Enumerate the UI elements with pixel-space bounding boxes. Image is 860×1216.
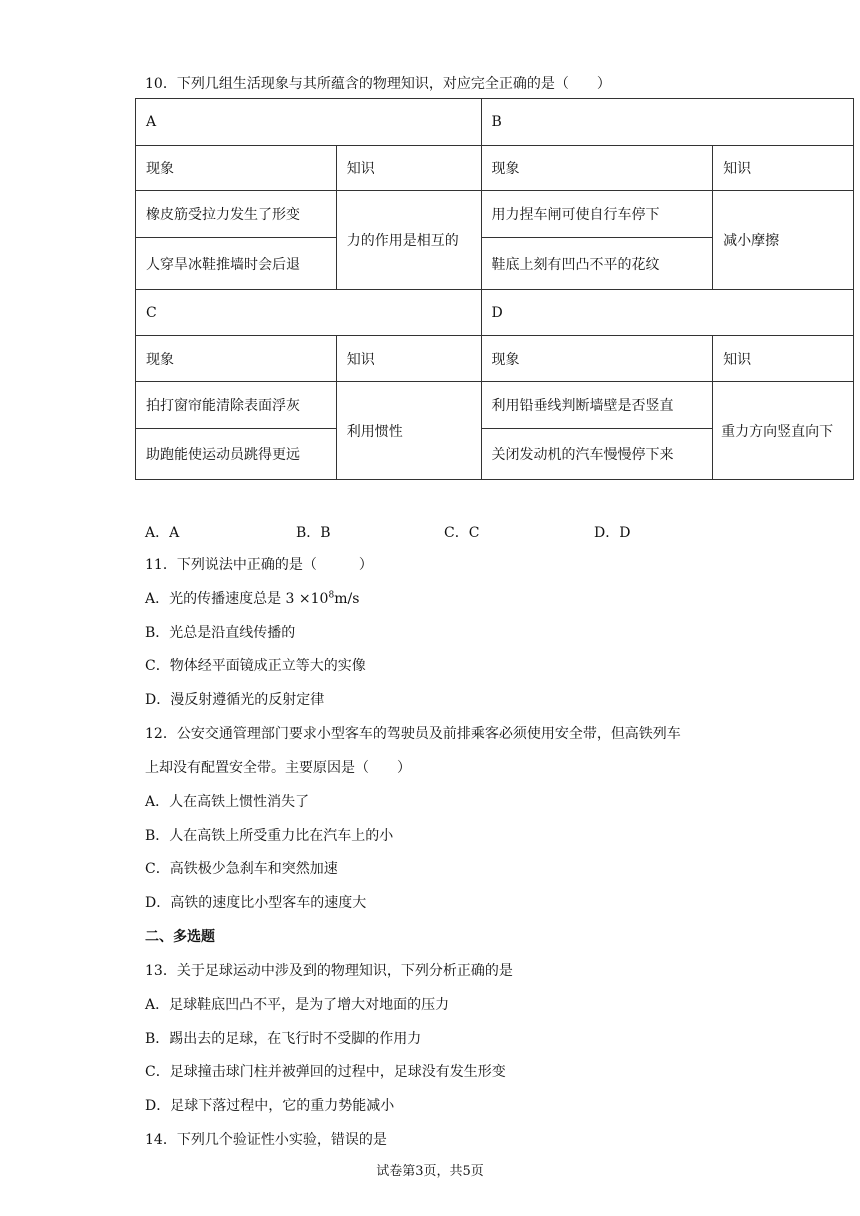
question-11-stem: 11．下列说法中正确的是（ ）	[145, 557, 373, 573]
block-d-knowledge: 重力方向竖直向下	[713, 382, 854, 480]
block-c-knowledge: 利用惯性	[336, 382, 481, 480]
q13-option-b: B．踢出去的足球，在飞行时不受脚的作用力	[145, 1031, 422, 1047]
q12-option-d: D．高铁的速度比小型客车的速度大	[145, 895, 367, 911]
question-13-stem: 13．关于足球运动中涉及到的物理知识，下列分析正确的是	[145, 963, 513, 979]
q11-option-a	[145, 588, 359, 608]
block-c-head-knowledge: 知识	[336, 336, 481, 382]
block-a-knowledge: 力的作用是相互的	[336, 191, 481, 290]
block-b-phenomenon-2: 鞋底上刻有凹凸不平的花纹	[481, 238, 713, 290]
block-c-head-phenomenon: 现象	[136, 336, 337, 382]
block-c-label: C	[136, 290, 482, 336]
q13-option-c: C．足球撞击球门柱并被弹回的过程中，足球没有发生形变	[145, 1064, 506, 1080]
block-b-head-phenomenon: 现象	[481, 146, 713, 191]
q12-option-c: C．高铁极少急刹车和突然加速	[145, 861, 338, 877]
block-a-head-knowledge: 知识	[336, 146, 481, 191]
q11-option-a-unit: m/s	[334, 591, 360, 607]
q11-option-d: D．漫反射遵循光的反射定律	[145, 692, 325, 708]
block-a-head-phenomenon: 现象	[136, 146, 337, 191]
q12-option-a: A．人在高铁上惯性消失了	[145, 794, 310, 810]
question-10-table	[135, 98, 854, 480]
block-b-knowledge: 减小摩擦	[713, 191, 854, 290]
question-12-stem-line-2: 上却没有配置安全带。主要原因是（ ）	[145, 760, 411, 776]
block-b-head-knowledge: 知识	[713, 146, 854, 191]
block-b-phenomenon-1: 用力捏车闸可使自行车停下	[481, 191, 713, 238]
q10-option-c: C．C	[444, 525, 480, 541]
question-12-stem-line-1: 12．公安交通管理部门要求小型客车的驾驶员及前排乘客必须使用安全带，但高铁列车	[145, 726, 681, 742]
block-a-label: A	[136, 99, 482, 146]
question-14-stem: 14．下列几个验证性小实验，错误的是	[145, 1132, 387, 1148]
block-a-phenomenon-1: 橡皮筋受拉力发生了形变	[136, 191, 337, 238]
q13-option-d: D．足球下落过程中，它的重力势能减小	[145, 1098, 395, 1114]
q13-option-a: A．足球鞋底凹凸不平，是为了增大对地面的压力	[145, 997, 450, 1013]
block-c-phenomenon-1: 拍打窗帘能清除表面浮灰	[136, 382, 337, 429]
question-10-stem: 10．下列几组生活现象与其所蕴含的物理知识，对应完全正确的是（ ）	[145, 76, 611, 92]
block-c-phenomenon-2: 助跑能使运动员跳得更远	[136, 429, 337, 480]
q11-option-a-text: A．光的传播速度总是 3 ×10	[145, 591, 329, 607]
q10-option-d: D．D	[594, 525, 631, 541]
section-title-multiple-choice: 二、多选题	[145, 929, 215, 945]
block-d-phenomenon-2: 关闭发动机的汽车慢慢停下来	[481, 429, 713, 480]
q12-option-b: B．人在高铁上所受重力比在汽车上的小	[145, 828, 394, 844]
block-a-phenomenon-2: 人穿旱冰鞋推墙时会后退	[136, 238, 337, 290]
page-footer: 试卷第3页，共5页	[376, 1164, 484, 1179]
block-b-label: B	[481, 99, 854, 146]
block-d-phenomenon-1: 利用铅垂线判断墙壁是否竖直	[481, 382, 713, 429]
q10-option-a: A．A	[145, 525, 180, 541]
block-d-head-knowledge: 知识	[713, 336, 854, 382]
q11-option-a-exponent: 8	[328, 590, 335, 601]
q11-option-b: B．光总是沿直线传播的	[145, 625, 296, 641]
block-d-head-phenomenon: 现象	[481, 336, 713, 382]
q11-option-c: C．物体经平面镜成正立等大的实像	[145, 658, 366, 674]
q10-option-b: B．B	[296, 525, 331, 541]
question-10-options	[145, 522, 745, 542]
block-d-label: D	[481, 290, 854, 336]
